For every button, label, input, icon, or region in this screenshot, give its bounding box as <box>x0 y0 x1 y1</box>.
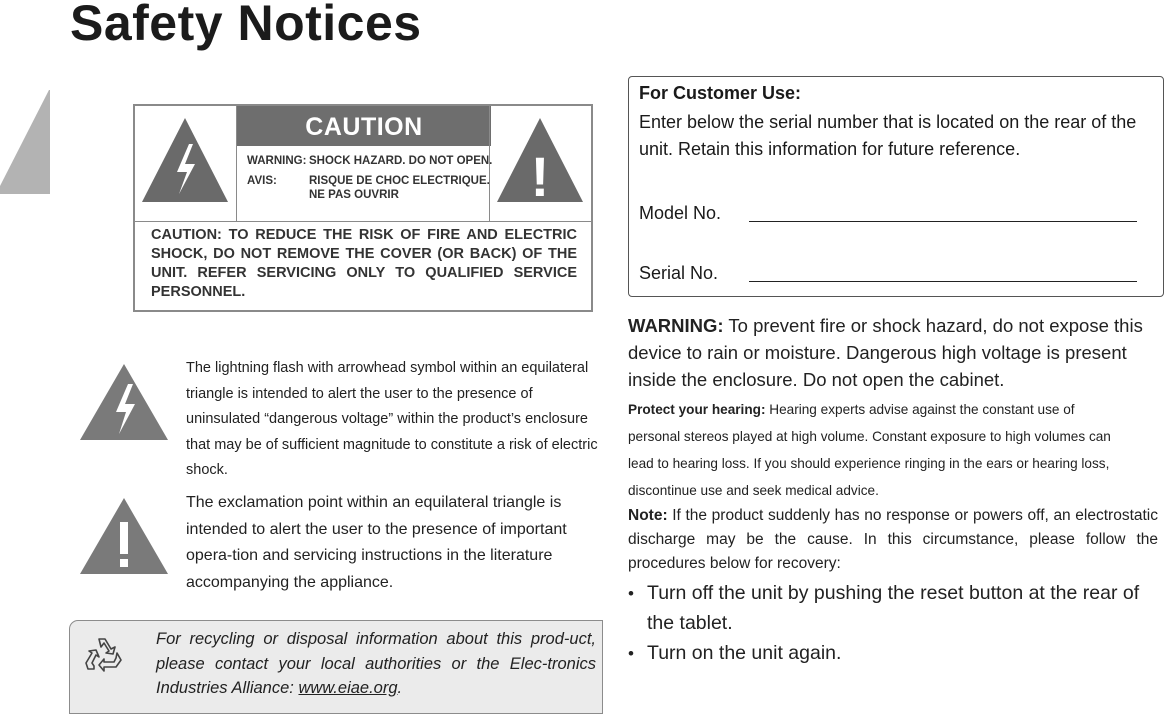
lightning-warning-icon <box>135 106 236 221</box>
lightning-symbol-explanation: The lightning flash with arrowhead symbol within an equilateral triangle is intended to alert the user to the presence of uninsulated “dangerous voltage” within the product’s enclosure that may be of sufficient magnitude to constitute a risk of electric shock. <box>186 360 598 478</box>
caution-label-exclamation <box>489 106 591 221</box>
caution-label-body <box>151 226 577 302</box>
recycling-text <box>156 627 596 701</box>
exclamation-triangle-icon <box>79 496 170 576</box>
note-text: If the product suddenly has no response or powers off, an electrostatic discharge may be the cause. In this circumstance, please follow the procedures below for recovery: <box>628 507 1159 572</box>
recovery-steps-list <box>628 579 1158 669</box>
caution-label-divider <box>135 221 591 222</box>
eiae-link[interactable]: www.eiae.org <box>298 679 398 697</box>
exclamation-symbol-explanation: The exclamation point within an equilateral triangle is intended to alert the user to the presence of important opera-tion and servicing instructions in the literature accompanying the appliance. <box>186 494 567 591</box>
caution-body-text: TO REDUCE THE RISK OF FIRE AND ELECTRIC SHOCK, DO NOT REMOVE THE COVER (OR BACK) OF THE UNIT. REFER SERVICING ONLY TO QUALIFIED SERVICE PERSONNEL. <box>151 227 577 300</box>
recycling-end: . <box>397 679 403 697</box>
caution-label-center <box>237 106 491 221</box>
avis-value-line1: RISQUE DE CHOC ELECTRIQUE. <box>309 175 490 187</box>
hearing-text: Hearing experts advise against the constant use of personal stereos played at high volume. Constant exposure to high volumes can lead to hearing loss. If you should experience ringing in the ears or hearing loss, discontinue use and seek medical advice. <box>628 402 1111 498</box>
list-item: • Turn off the unit by pushing the reset button at the rear of the tablet. <box>628 579 1158 638</box>
recycling-sentence: For recycling or disposal information about this prod-uct, please contact your local authorities or the Elec-tronics Industries Alliance: <box>156 630 596 697</box>
customer-use-title: For Customer Use: <box>639 83 802 103</box>
lightning-triangle-icon <box>79 362 170 442</box>
avis-value-line2: NE PAS OUVRIR <box>309 189 399 201</box>
serial-number-label: Serial No. <box>639 263 719 283</box>
recycle-icon <box>84 633 126 675</box>
customer-use-box <box>628 76 1164 297</box>
note-label: Note: <box>628 507 668 524</box>
hearing-label: Protect your hearing: <box>628 402 766 417</box>
model-number-field[interactable] <box>749 221 1137 222</box>
warning-text: To prevent fire or shock hazard, do not expose this device to rain or moisture. Dangerous high voltage is present inside the enclosure. Do not open the cabinet. <box>628 315 1143 390</box>
customer-use-instructions: Enter below the serial number that is located on the rear of the unit. Retain this information for future reference. <box>639 112 1137 159</box>
exclamation-warning-icon <box>490 106 591 221</box>
warning-key: WARNING: <box>247 155 307 167</box>
caution-label-lightning <box>135 106 237 221</box>
page-title: Safety Notices <box>70 0 422 51</box>
caution-label-header: CAUTION <box>237 106 491 146</box>
recycling-notice <box>69 620 603 714</box>
model-number-label: Model No. <box>639 203 722 223</box>
warning-label: WARNING: <box>628 315 724 336</box>
caution-label-warnings <box>247 154 492 202</box>
note-paragraph <box>628 504 1158 576</box>
hearing-paragraph <box>628 396 1128 504</box>
warning-value: SHOCK HAZARD. DO NOT OPEN. <box>309 155 493 167</box>
exclamation-mark: ! <box>530 145 550 208</box>
serial-number-field[interactable] <box>749 281 1137 282</box>
list-item: • Turn on the unit again. <box>628 639 1158 669</box>
page-tab-marker <box>0 82 52 196</box>
avis-key: AVIS: <box>247 175 277 187</box>
caution-label <box>133 104 593 312</box>
warning-paragraph <box>628 312 1158 393</box>
caution-body-label: CAUTION: <box>151 227 222 243</box>
